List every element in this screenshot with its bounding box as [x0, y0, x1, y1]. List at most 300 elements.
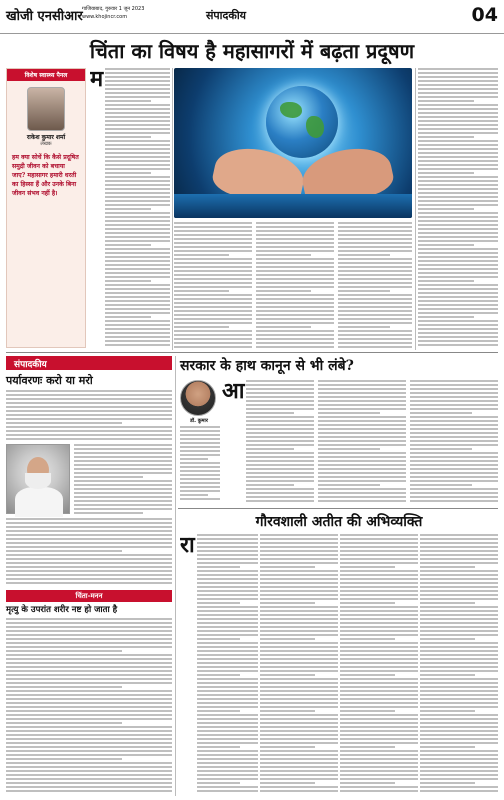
text-line — [105, 324, 170, 326]
author-name: राकेश कुमार शर्मा — [26, 134, 66, 141]
text-line — [260, 674, 315, 676]
text-line — [418, 240, 498, 242]
text-line — [74, 512, 143, 514]
text-line — [105, 120, 170, 122]
text-line — [418, 324, 498, 326]
text-line — [174, 234, 252, 236]
text-line — [318, 412, 380, 414]
text-line — [318, 468, 406, 470]
text-line — [340, 606, 418, 608]
lead-column-5 — [418, 68, 498, 350]
text-line — [260, 578, 338, 580]
text-line — [6, 522, 172, 524]
text-line — [340, 710, 395, 712]
text-line — [105, 236, 170, 238]
text-line — [340, 762, 418, 764]
text-line — [105, 104, 170, 106]
text-line — [174, 286, 252, 288]
text-line — [197, 746, 240, 748]
text-line — [256, 322, 334, 324]
text-line — [260, 758, 338, 760]
text-line — [338, 250, 412, 252]
text-line — [260, 722, 338, 724]
text-line — [105, 312, 170, 314]
text-line — [74, 476, 143, 478]
article-2-col-2 — [318, 380, 406, 504]
text-line — [6, 686, 122, 688]
text-line — [340, 774, 418, 776]
article-3-col-2 — [260, 534, 338, 796]
text-line — [260, 622, 338, 624]
text-line — [260, 534, 338, 536]
text-line — [340, 586, 418, 588]
text-line — [260, 602, 315, 604]
text-line — [340, 534, 418, 536]
text-line — [174, 274, 252, 276]
text-line — [105, 344, 170, 346]
lead-headline: चिंता का विषय है महासागरों में बढ़ता प्रदूषण — [89, 39, 415, 63]
text-line — [180, 426, 220, 428]
text-line — [420, 554, 498, 556]
text-line — [6, 410, 172, 412]
text-line — [180, 494, 208, 496]
text-line — [340, 650, 418, 652]
text-line — [418, 192, 498, 194]
text-line — [420, 586, 498, 588]
text-line — [105, 188, 170, 190]
text-line — [74, 456, 172, 458]
author-tag: विशेष स्वास्थ्य पैनल — [7, 69, 85, 81]
text-line — [6, 790, 172, 792]
text-line — [260, 614, 338, 616]
text-line — [418, 116, 498, 118]
text-line — [6, 390, 172, 392]
text-line — [197, 634, 258, 636]
text-line — [174, 242, 252, 244]
text-line — [338, 306, 412, 308]
text-line — [420, 658, 498, 660]
text-line — [197, 682, 258, 684]
text-line — [197, 674, 240, 676]
text-line — [6, 434, 172, 436]
text-line — [197, 766, 258, 768]
text-line — [6, 398, 172, 400]
text-line — [180, 486, 220, 488]
text-line — [256, 234, 334, 236]
text-line — [180, 478, 220, 480]
text-line — [340, 654, 418, 656]
column-rule — [175, 356, 176, 796]
text-line — [174, 314, 252, 316]
text-line — [340, 730, 418, 732]
text-line — [420, 606, 498, 608]
text-line — [340, 574, 418, 576]
text-line — [256, 298, 334, 300]
text-line — [174, 342, 252, 344]
text-line — [256, 338, 334, 340]
text-line — [340, 682, 418, 684]
text-line — [420, 674, 475, 676]
text-line — [105, 240, 170, 242]
pull-quote: हम क्या सोचें कि कैसे प्रदूषित समुद्री जीवन को बचाया जाए? महासागर हमारी धरती का हिस्सा हैं और उनके बिना जीवन संभव नहीं है। — [12, 154, 79, 197]
text-line — [318, 492, 406, 494]
text-line — [6, 738, 172, 740]
text-line — [6, 762, 172, 764]
text-line — [105, 276, 170, 278]
text-line — [6, 742, 172, 744]
text-line — [420, 626, 498, 628]
text-line — [105, 172, 150, 174]
text-line — [246, 388, 314, 390]
text-line — [105, 248, 170, 250]
text-line — [318, 416, 406, 418]
author-photo-2 — [180, 380, 216, 416]
text-line — [256, 346, 334, 348]
text-line — [6, 538, 172, 540]
text-line — [6, 726, 172, 728]
text-line — [260, 574, 338, 576]
text-line — [180, 450, 220, 452]
text-line — [420, 558, 498, 560]
text-line — [6, 694, 172, 696]
text-line — [338, 298, 412, 300]
text-line — [105, 144, 170, 146]
text-line — [340, 570, 418, 572]
text-line — [410, 424, 498, 426]
text-line — [418, 164, 498, 166]
masthead — [0, 0, 504, 34]
text-line — [197, 782, 240, 784]
text-line — [6, 778, 172, 780]
text-line — [246, 464, 314, 466]
text-line — [105, 180, 170, 182]
text-line — [256, 278, 334, 280]
text-line — [318, 388, 406, 390]
text-line — [340, 550, 418, 552]
text-line — [420, 618, 498, 620]
text-line — [338, 318, 412, 320]
text-line — [197, 762, 258, 764]
text-line — [338, 274, 412, 276]
text-line — [418, 244, 474, 246]
text-line — [105, 340, 170, 342]
text-line — [420, 610, 498, 612]
text-line — [105, 68, 170, 70]
text-line — [74, 452, 172, 454]
text-line — [338, 310, 412, 312]
text-line — [197, 534, 258, 536]
text-line — [174, 250, 252, 252]
text-line — [340, 778, 418, 780]
text-line — [180, 434, 220, 436]
text-line — [246, 420, 314, 422]
text-line — [410, 388, 498, 390]
text-line — [420, 622, 498, 624]
text-line — [338, 246, 412, 248]
text-line — [6, 722, 122, 724]
text-line — [418, 108, 498, 110]
text-line — [418, 200, 498, 202]
text-line — [410, 468, 498, 470]
text-line — [74, 480, 172, 482]
text-line — [246, 460, 314, 462]
text-line — [418, 312, 498, 314]
text-line — [420, 590, 498, 592]
text-line — [420, 650, 498, 652]
text-line — [318, 436, 406, 438]
text-line — [318, 484, 380, 486]
text-line — [6, 582, 172, 584]
lead-column-2 — [174, 222, 252, 350]
text-line — [197, 774, 258, 776]
text-line — [105, 132, 170, 134]
text-line — [418, 248, 498, 250]
text-line — [260, 762, 338, 764]
text-line — [197, 778, 258, 780]
text-line — [197, 626, 258, 628]
ocean-wave — [174, 194, 412, 218]
text-line — [256, 294, 334, 296]
text-line — [105, 88, 170, 90]
text-line — [318, 444, 406, 446]
text-line — [105, 232, 170, 234]
text-line — [418, 176, 498, 178]
text-line — [197, 566, 240, 568]
text-line — [260, 598, 338, 600]
text-line — [418, 344, 498, 346]
text-line — [256, 250, 334, 252]
text-line — [418, 308, 498, 310]
text-line — [420, 758, 498, 760]
text-line — [420, 750, 498, 752]
text-line — [6, 730, 172, 732]
text-line — [420, 546, 498, 548]
text-line — [246, 424, 314, 426]
text-line — [410, 428, 498, 430]
column-rule — [415, 68, 416, 350]
text-line — [418, 328, 498, 330]
text-line — [420, 738, 498, 740]
brand-logo: खोजी एनसीआर — [6, 9, 83, 24]
text-line — [340, 750, 418, 752]
text-line — [420, 774, 498, 776]
text-line — [260, 786, 338, 788]
text-line — [6, 422, 122, 424]
text-line — [197, 758, 258, 760]
text-line — [418, 76, 498, 78]
text-line — [6, 782, 172, 784]
text-line — [420, 638, 475, 640]
text-line — [418, 136, 474, 138]
text-line — [260, 566, 315, 568]
text-line — [420, 690, 498, 692]
text-line — [410, 500, 498, 502]
text-line — [418, 104, 498, 106]
text-line — [6, 406, 172, 408]
text-line — [410, 436, 498, 438]
text-line — [340, 610, 418, 612]
text-line — [74, 472, 172, 474]
text-line — [340, 722, 418, 724]
text-line — [418, 128, 498, 130]
text-line — [174, 294, 252, 296]
text-line — [105, 216, 170, 218]
text-line — [246, 436, 314, 438]
text-line — [6, 642, 172, 644]
text-line — [420, 562, 498, 564]
text-line — [174, 322, 252, 324]
text-line — [260, 642, 338, 644]
text-line — [338, 326, 390, 328]
text-line — [197, 638, 240, 640]
text-line — [174, 246, 252, 248]
text-line — [197, 690, 258, 692]
text-line — [6, 638, 172, 640]
text-line — [420, 790, 498, 792]
text-line — [105, 72, 170, 74]
text-line — [318, 424, 406, 426]
text-line — [246, 404, 314, 406]
text-line — [420, 670, 498, 672]
article-3-col-1 — [180, 534, 258, 796]
text-line — [246, 392, 314, 394]
text-line — [410, 412, 472, 414]
text-line — [420, 754, 498, 756]
text-line — [174, 298, 252, 300]
text-line — [6, 666, 172, 668]
text-line — [197, 710, 240, 712]
text-line — [74, 488, 172, 490]
text-line — [6, 526, 172, 528]
text-line — [418, 276, 498, 278]
text-line — [256, 342, 334, 344]
text-line — [180, 498, 220, 500]
text-line — [246, 428, 314, 430]
text-line — [420, 614, 498, 616]
text-line — [197, 654, 258, 656]
text-line — [6, 554, 172, 556]
text-line — [420, 722, 498, 724]
text-line — [6, 678, 172, 680]
text-line — [340, 766, 418, 768]
text-line — [180, 462, 220, 464]
text-line — [418, 188, 498, 190]
text-line — [256, 246, 334, 248]
text-line — [6, 634, 172, 636]
text-line — [410, 440, 498, 442]
text-line — [256, 266, 334, 268]
text-line — [6, 534, 172, 536]
text-line — [410, 444, 498, 446]
text-line — [420, 582, 498, 584]
text-line — [418, 296, 498, 298]
text-line — [338, 238, 412, 240]
text-line — [420, 778, 498, 780]
text-line — [74, 484, 172, 486]
text-line — [256, 326, 311, 328]
text-line — [418, 268, 498, 270]
text-line — [197, 642, 258, 644]
dateline-date: गाजियाबाद, गुरुवार 1 जून 2023 — [82, 6, 145, 12]
text-line — [174, 326, 229, 328]
text-line — [174, 282, 252, 284]
text-line — [420, 682, 498, 684]
column-rule — [172, 68, 173, 350]
text-line — [6, 626, 172, 628]
text-line — [6, 646, 172, 648]
text-line — [260, 742, 338, 744]
text-line — [174, 346, 252, 348]
text-line — [197, 702, 258, 704]
text-line — [256, 270, 334, 272]
text-line — [420, 718, 498, 720]
text-line — [418, 160, 498, 162]
text-line — [246, 444, 314, 446]
text-line — [105, 200, 170, 202]
text-line — [256, 334, 334, 336]
text-line — [418, 112, 498, 114]
text-line — [338, 314, 412, 316]
text-line — [256, 242, 334, 244]
text-line — [105, 208, 150, 210]
text-line — [105, 76, 170, 78]
author-role: लेखक — [40, 141, 52, 147]
article-2-col-0 — [180, 426, 220, 504]
text-line — [260, 630, 338, 632]
text-line — [410, 456, 498, 458]
text-line — [105, 192, 170, 194]
lead-body-text — [105, 68, 170, 346]
text-line — [6, 710, 172, 712]
text-line — [420, 542, 498, 544]
text-line — [246, 400, 314, 402]
text-line — [6, 674, 172, 676]
text-line — [418, 168, 498, 170]
text-line — [340, 638, 395, 640]
text-line — [420, 726, 498, 728]
text-line — [256, 226, 334, 228]
text-line — [180, 490, 220, 492]
text-line — [340, 782, 395, 784]
text-line — [256, 290, 311, 292]
text-line — [418, 272, 498, 274]
text-line — [174, 330, 252, 332]
text-line — [74, 508, 172, 510]
text-line — [74, 460, 172, 462]
text-line — [6, 698, 172, 700]
text-line — [180, 454, 220, 456]
text-line — [260, 570, 338, 572]
person-photo — [6, 444, 70, 514]
text-line — [260, 662, 338, 664]
text-line — [420, 746, 475, 748]
text-line — [197, 538, 258, 540]
text-line — [197, 694, 258, 696]
text-line — [418, 92, 498, 94]
text-line — [340, 566, 395, 568]
text-line — [340, 594, 418, 596]
text-line — [420, 706, 498, 708]
text-line — [197, 662, 258, 664]
text-line — [260, 558, 338, 560]
text-line — [6, 574, 172, 576]
text-line — [420, 578, 498, 580]
text-line — [197, 678, 258, 680]
text-line — [260, 586, 338, 588]
text-line — [197, 558, 258, 560]
text-line — [338, 266, 412, 268]
section-title: संपादकीय — [206, 9, 247, 22]
